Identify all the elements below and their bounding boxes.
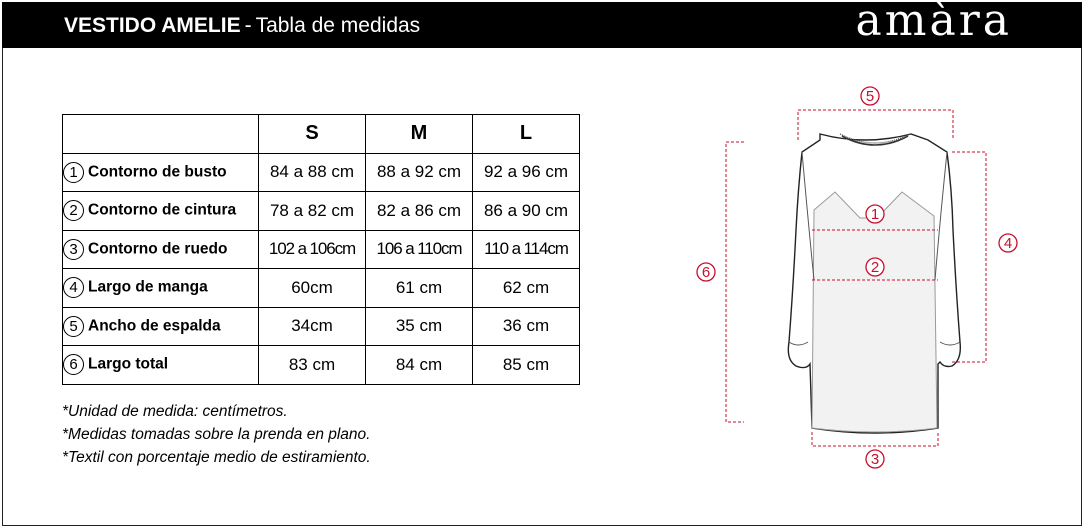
- value-cell-m: 61 cm: [366, 269, 473, 308]
- row-number-badge: 5: [63, 316, 84, 337]
- svg-text:1: 1: [870, 206, 880, 223]
- svg-text:3: 3: [870, 451, 880, 468]
- size-header-l: L: [473, 115, 580, 154]
- note-line: *Medidas tomadas sobre la prenda en plano.: [62, 426, 371, 443]
- page-subtitle: Tabla de medidas: [255, 14, 421, 37]
- dress-sketch: [788, 134, 960, 433]
- product-name: VESTIDO AMELIE: [64, 14, 241, 37]
- value-cell-s: 34cm: [259, 307, 366, 346]
- size-table: [62, 114, 580, 385]
- value-cell-s: 78 a 82 cm: [259, 192, 366, 231]
- row-label-text: Ancho de espalda: [88, 317, 221, 335]
- row-label: [63, 230, 259, 269]
- row-number-badge: 6: [63, 354, 84, 375]
- value-cell-s: 102 a 106cm: [259, 230, 366, 269]
- dress-lining: [812, 192, 937, 432]
- marker-3: [866, 450, 884, 468]
- dress-diagram: [690, 80, 1040, 480]
- value-cell-m: 84 cm: [366, 346, 473, 385]
- row-number-badge: 3: [63, 239, 84, 260]
- row-label: [63, 307, 259, 346]
- header-empty-cell: [63, 115, 259, 154]
- row-label-text: Contorno de busto: [88, 163, 227, 181]
- row-label: [63, 269, 259, 308]
- row-label-text: Contorno de cintura: [88, 201, 237, 219]
- svg-text:6: 6: [701, 264, 711, 281]
- table-row: [63, 192, 580, 231]
- row-label: [63, 192, 259, 231]
- value-cell-m: 106 a 110cm: [366, 230, 473, 269]
- length-line: [726, 142, 744, 422]
- marker-6: [697, 263, 715, 281]
- table-row: [63, 230, 580, 269]
- value-cell-s: 84 a 88 cm: [259, 153, 366, 192]
- value-cell-l: 110 a 114cm: [473, 230, 580, 269]
- table-row: [63, 346, 580, 385]
- row-label: [63, 346, 259, 385]
- header-bar: [2, 2, 1082, 48]
- note-line: *Unidad de medida: centímetros.: [62, 403, 288, 420]
- svg-text:5: 5: [865, 88, 875, 105]
- svg-text:2: 2: [870, 259, 880, 276]
- table-row: [63, 307, 580, 346]
- notes-block: [62, 400, 371, 469]
- value-cell-s: 60cm: [259, 269, 366, 308]
- marker-2: [866, 258, 884, 276]
- value-cell-m: 88 a 92 cm: [366, 153, 473, 192]
- row-number-badge: 2: [63, 200, 84, 221]
- table-row: [63, 269, 580, 308]
- value-cell-l: 85 cm: [473, 346, 580, 385]
- table-row: [63, 153, 580, 192]
- value-cell-l: 62 cm: [473, 269, 580, 308]
- row-label-text: Largo de manga: [88, 278, 208, 296]
- marker-5: [861, 87, 879, 105]
- value-cell-l: 36 cm: [473, 307, 580, 346]
- row-label-text: Contorno de ruedo: [88, 240, 228, 258]
- title-separator: -: [244, 14, 252, 37]
- value-cell-m: 82 a 86 cm: [366, 192, 473, 231]
- brand-logo: amàra: [855, 0, 1012, 46]
- row-number-badge: 4: [63, 277, 84, 298]
- row-label: [63, 153, 259, 192]
- value-cell-m: 35 cm: [366, 307, 473, 346]
- row-number-badge: 1: [63, 162, 84, 183]
- svg-text:4: 4: [1003, 235, 1013, 252]
- size-header-s: S: [259, 115, 366, 154]
- value-cell-s: 83 cm: [259, 346, 366, 385]
- marker-1: [866, 205, 884, 223]
- value-cell-l: 86 a 90 cm: [473, 192, 580, 231]
- page-title: [64, 13, 420, 39]
- marker-4: [999, 234, 1017, 252]
- note-line: *Textil con porcentaje medio de estiramiento.: [62, 449, 371, 466]
- hem-line: [812, 432, 938, 446]
- size-header-m: M: [366, 115, 473, 154]
- size-header-row: [63, 115, 580, 154]
- value-cell-l: 92 a 96 cm: [473, 153, 580, 192]
- row-label-text: Largo total: [88, 355, 169, 373]
